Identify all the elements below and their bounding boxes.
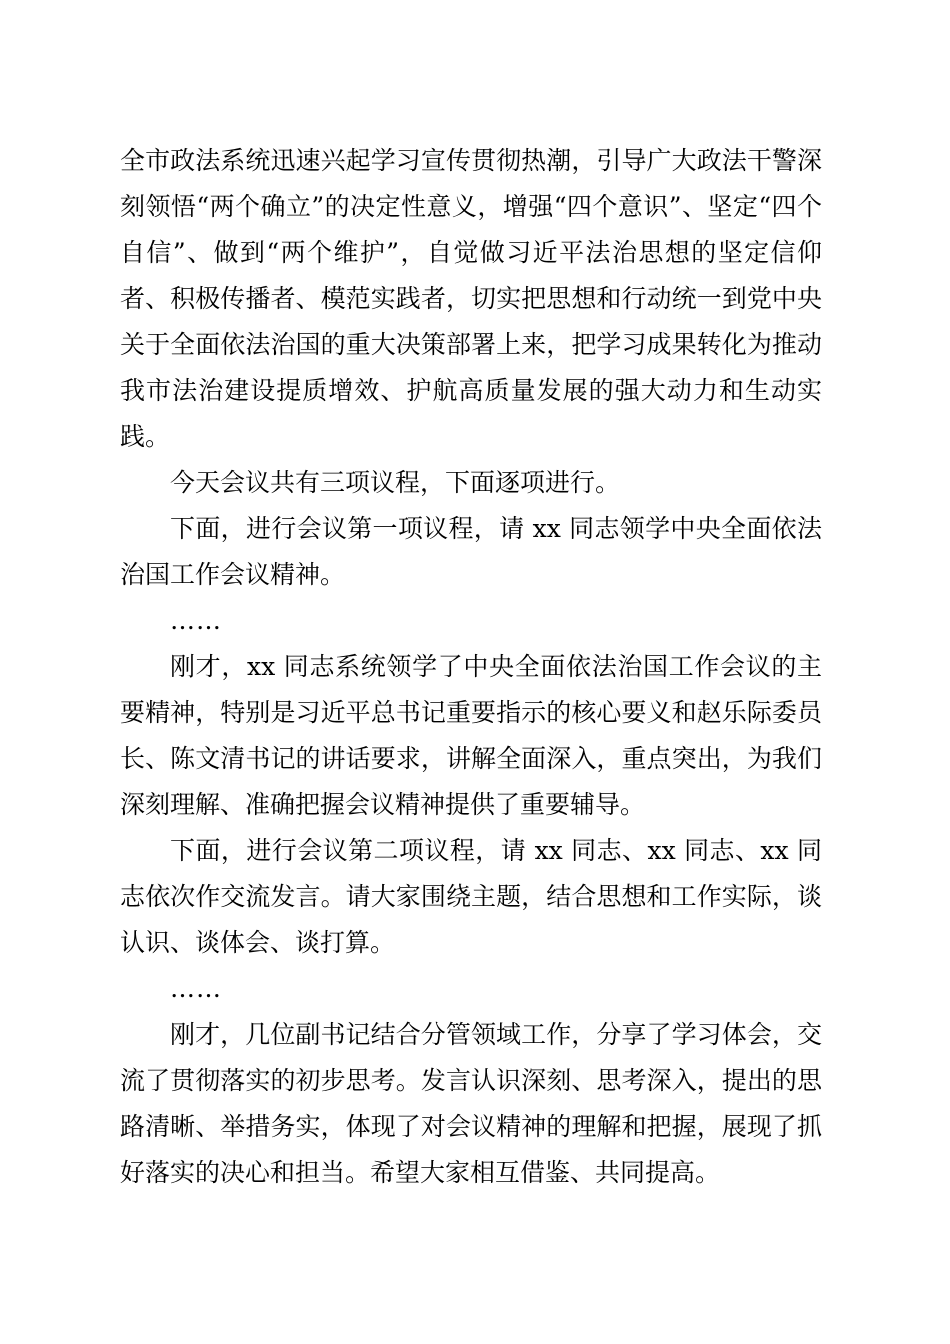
paragraph-continuation: 全市政法系统迅速兴起学习宣传贯彻热潮，引导广大政法干警深刻领悟“两个确立”的决定性意义，增强“四个意识”、坚定“四个自信”、做到“两个维护”，自觉做习近平法治思想的坚定信仰者、积极传播者、模范实践者，切实把思想和行动统一到党中央关于全面依法治国的重大决策部署上来，把学习成果转化为推动我市法治建设提质增效、护航高质量发展的强大动力和生动实践。 [120,146,822,451]
paragraph-agenda-item-1: 下面，进行会议第一项议程，请 xx 同志领学中央全面依法治国工作会议精神。 [120,514,822,589]
paragraph-agenda-item-2: 下面，进行会议第二项议程，请 xx 同志、xx 同志、xx 同志依次作交流发言。请大家围绕主题，结合思想和工作实际，谈认识、谈体会、谈打算。 [120,836,822,957]
ellipsis-marker: …… [170,974,222,1003]
ellipsis-marker: …… [170,606,222,635]
document-body [120,138,822,1196]
paragraph-agenda-intro: 今天会议共有三项议程，下面逐项进行。 [170,468,621,497]
paragraph-summary-2: 刚才，几位副书记结合分管领域工作，分享了学习体会，交流了贯彻落实的初步思考。发言认识深刻、思考深入，提出的思路清晰、举措务实，体现了对会议精神的理解和把握，展现了抓好落实的决心和担当。希望大家相互借鉴、共同提高。 [120,1020,822,1187]
paragraph-summary-1: 刚才，xx 同志系统领学了中央全面依法治国工作会议的主要精神，特别是习近平总书记重要指示的核心要义和赵乐际委员长、陈文清书记的讲话要求，讲解全面深入，重点突出，为我们深刻理解、准确把握会议精神提供了重要辅导。 [120,652,822,819]
